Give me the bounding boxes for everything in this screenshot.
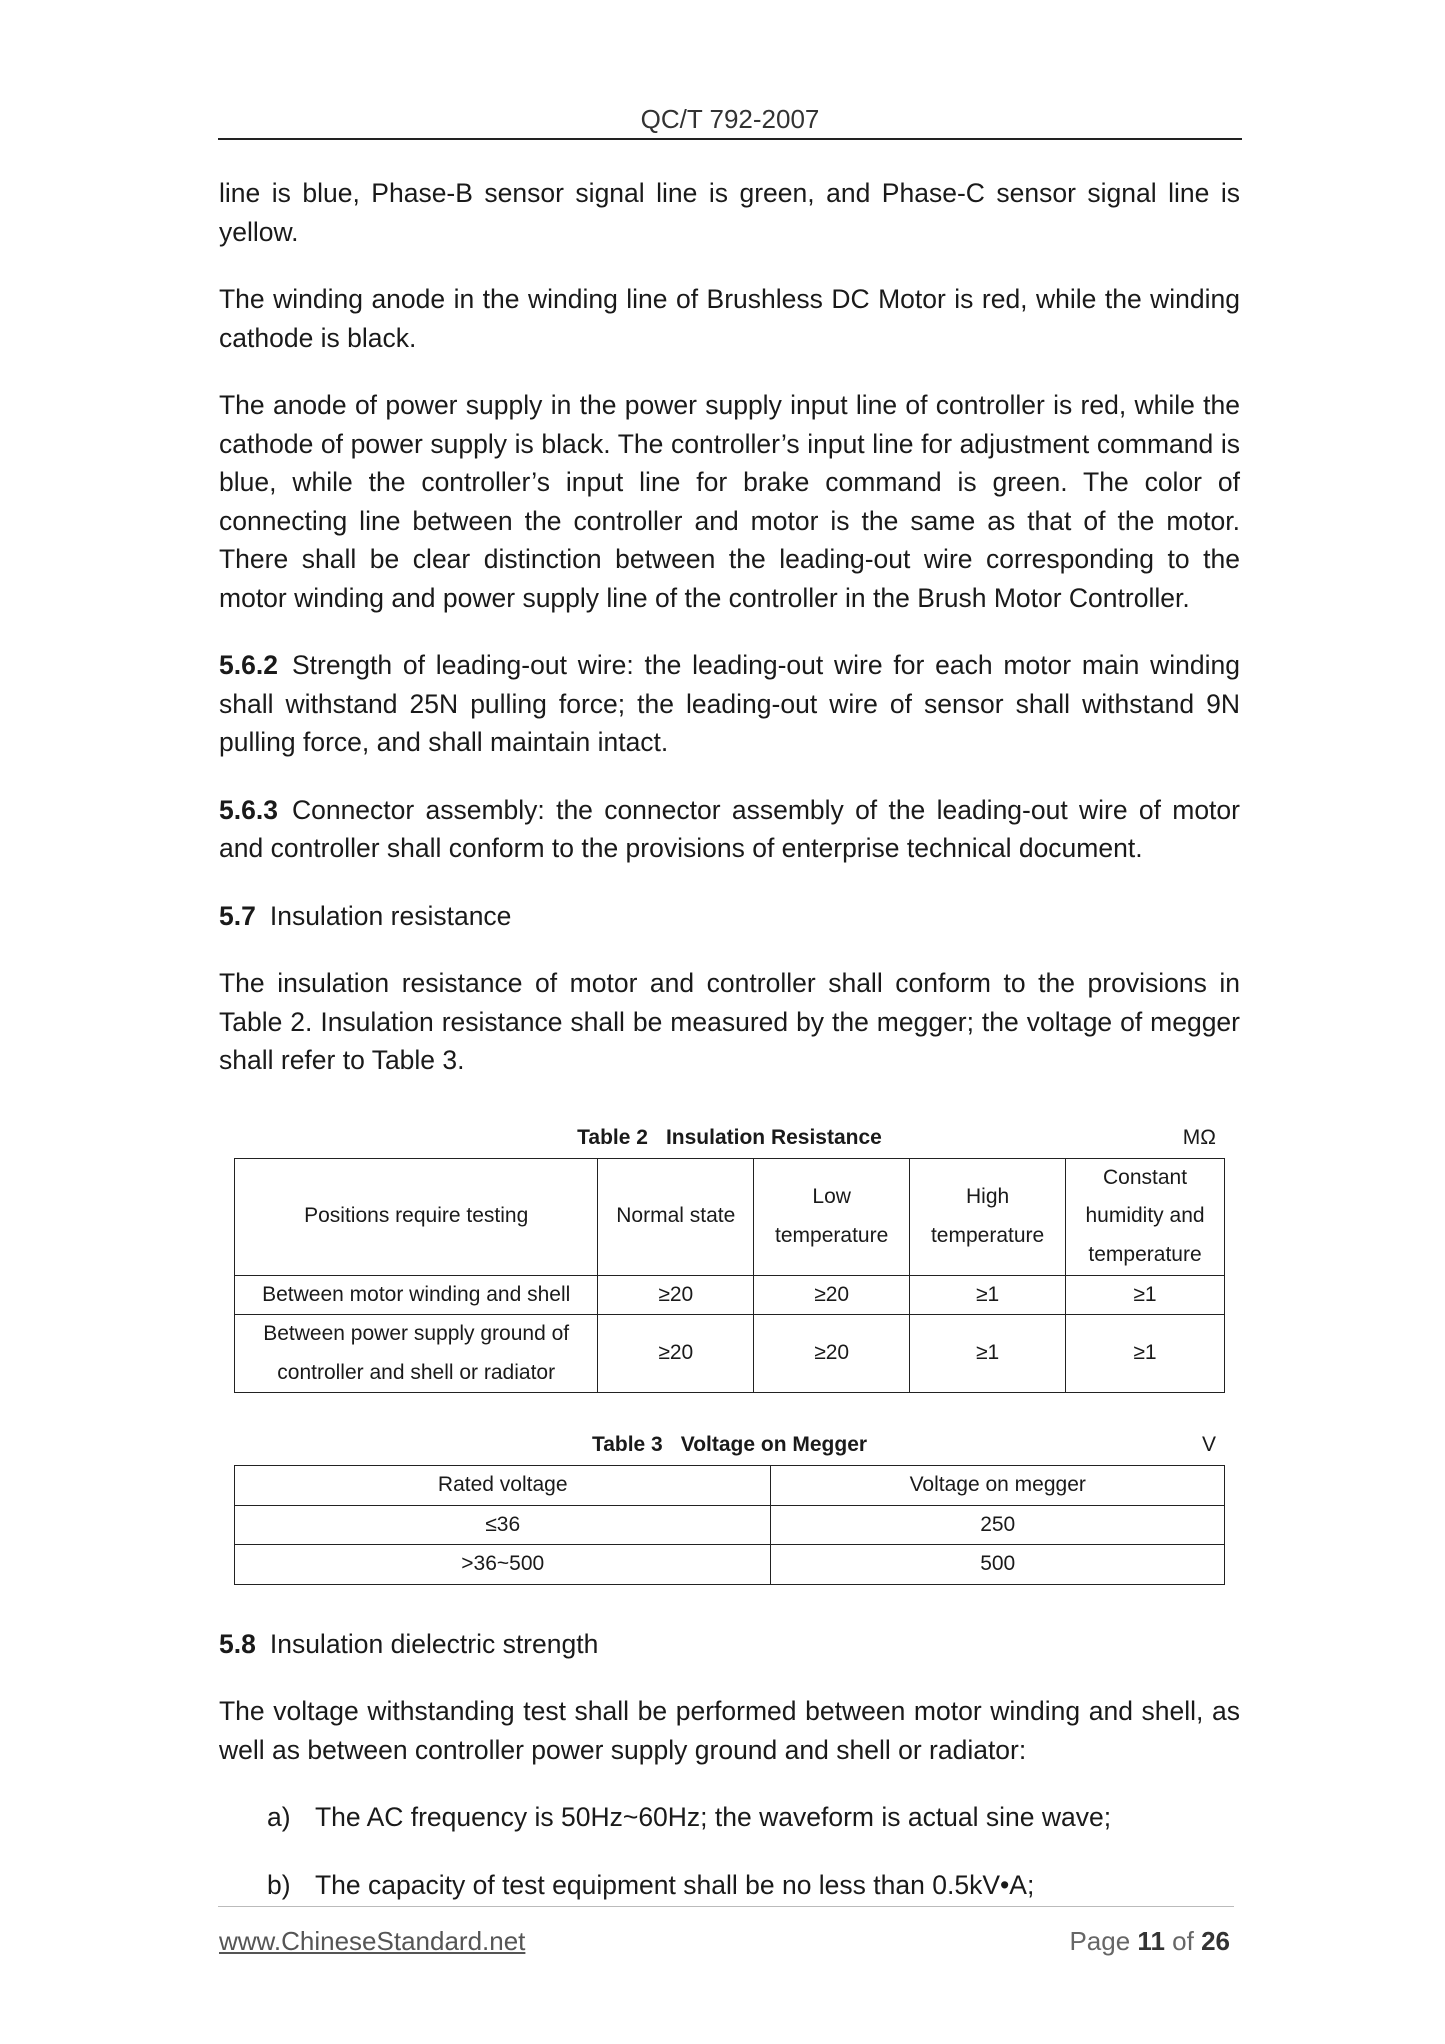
page-of: of [1172, 1926, 1194, 1956]
page-footer [218, 1906, 1234, 1956]
header-cell: Rated voltage [235, 1466, 771, 1506]
table-cell: ≤36 [235, 1505, 771, 1545]
section-number: 5.6.3 [219, 794, 278, 825]
website-link[interactable]: www.ChineseStandard.net [219, 1926, 526, 1956]
standard-code: QC/T 792-2007 [640, 104, 820, 134]
table-row [235, 1505, 1225, 1545]
table-label: Table 3 [591, 1433, 663, 1456]
table-row [235, 1275, 1225, 1315]
table-cell: Between power supply ground of controller and shell or radiator [235, 1315, 598, 1393]
voltage-on-megger-table [234, 1465, 1225, 1585]
table-row [235, 1545, 1225, 1585]
page-indicator [1069, 1926, 1230, 1957]
table-cell: ≥1 [1066, 1315, 1225, 1393]
page-total: 26 [1201, 1926, 1230, 1956]
table-cell: ≥20 [598, 1275, 754, 1315]
table-cell: ≥20 [598, 1315, 754, 1393]
list-label: a) [267, 1802, 291, 1832]
table-cell: Between motor winding and shell [235, 1275, 598, 1315]
table-cell: ≥1 [1066, 1275, 1225, 1315]
section-text: Connector assembly: the connector assembly of the leading-out wire of motor and controller shall conform to the provisions of enterprise technical document. [219, 794, 1240, 863]
paragraph: The voltage withstanding test shall be performed between motor winding and shell, as well as between controller power supply ground and shell or radiator: [219, 1696, 1240, 1765]
insulation-resistance-table [234, 1158, 1225, 1394]
paragraph: line is blue, Phase-B sensor signal line is green, and Phase-C sensor signal line is yellow. [219, 178, 1240, 247]
table-cell: 250 [771, 1505, 1225, 1545]
section-5-6-2 [219, 646, 1240, 762]
page-header [218, 100, 1242, 140]
table-row [235, 1315, 1225, 1393]
section-5-6-3 [219, 791, 1240, 868]
section-5-8-heading [219, 1625, 1240, 1664]
paragraph: The insulation resistance of motor and controller shall conform to the provisions in Table 2. Insulation resistance shall be measured by the megger; the voltage of megger shall refer to Table 3. [219, 968, 1240, 1075]
section-number: 5.6.2 [219, 650, 278, 680]
list-item [219, 1866, 1240, 1905]
table-header-row [235, 1466, 1225, 1506]
paragraph: The winding anode in the winding line of Brushless DC Motor is red, while the winding cathode is black. [219, 284, 1240, 353]
table-unit: MΩ [1182, 1125, 1216, 1149]
list-item [219, 1798, 1240, 1837]
paragraph: The anode of power supply in the power supply input line of controller is red, while the cathode of power supply is black. The controller’s input line for adjustment command is blue, while the controller’s input line for brake command is green. The color of connecting line between the controller and motor is the same as that of the motor. There shall be clear distinction between the leading-out wire corresponding to the motor winding and power supply line of the controller in the Brush Motor Controller. [219, 390, 1240, 613]
document-body [219, 174, 1240, 1933]
section-title: Insulation dielectric strength [269, 1628, 599, 1659]
list-label: b) [267, 1869, 291, 1900]
table-cell: 500 [771, 1545, 1225, 1585]
section-title: Insulation resistance [269, 900, 512, 931]
page-prefix: Page [1069, 1926, 1131, 1956]
header-cell: High temperature [910, 1158, 1066, 1275]
requirement-list [219, 1798, 1240, 1904]
table-cell: ≥1 [910, 1315, 1066, 1393]
section-text: Strength of leading-out wire: the leading-out wire for each motor main winding shall withstand 25N pulling force; the leading-out wire of sensor shall withstand 9N pulling force, and shall maintain intact. [219, 650, 1240, 757]
table-2-caption [219, 1118, 1240, 1158]
section-number: 5.8 [219, 1628, 256, 1659]
table-3-caption [219, 1425, 1240, 1465]
table-label: Table 2 [577, 1125, 648, 1149]
list-text: The AC frequency is 50Hz~60Hz; the waveform is actual sine wave; [315, 1802, 1112, 1832]
list-text: The capacity of test equipment shall be no less than 0.5kV•A; [315, 1869, 1035, 1900]
table-title: Insulation Resistance [665, 1125, 882, 1149]
table-cell: ≥20 [754, 1275, 910, 1315]
section-number: 5.7 [219, 900, 256, 931]
table-cell: >36~500 [235, 1545, 771, 1585]
header-cell: Normal state [598, 1158, 754, 1275]
page-number: 11 [1137, 1926, 1165, 1956]
table-cell: ≥20 [754, 1315, 910, 1393]
header-cell: Low temperature [754, 1158, 910, 1275]
table-unit: V [1201, 1433, 1216, 1456]
header-cell: Voltage on megger [771, 1466, 1225, 1506]
header-cell: Positions require testing [235, 1158, 598, 1275]
table-title: Voltage on Megger [680, 1433, 868, 1456]
table-header-row [235, 1158, 1225, 1275]
section-5-7-heading [219, 897, 1240, 936]
table-cell: ≥1 [910, 1275, 1066, 1315]
header-cell: Constant humidity and temperature [1066, 1158, 1225, 1275]
